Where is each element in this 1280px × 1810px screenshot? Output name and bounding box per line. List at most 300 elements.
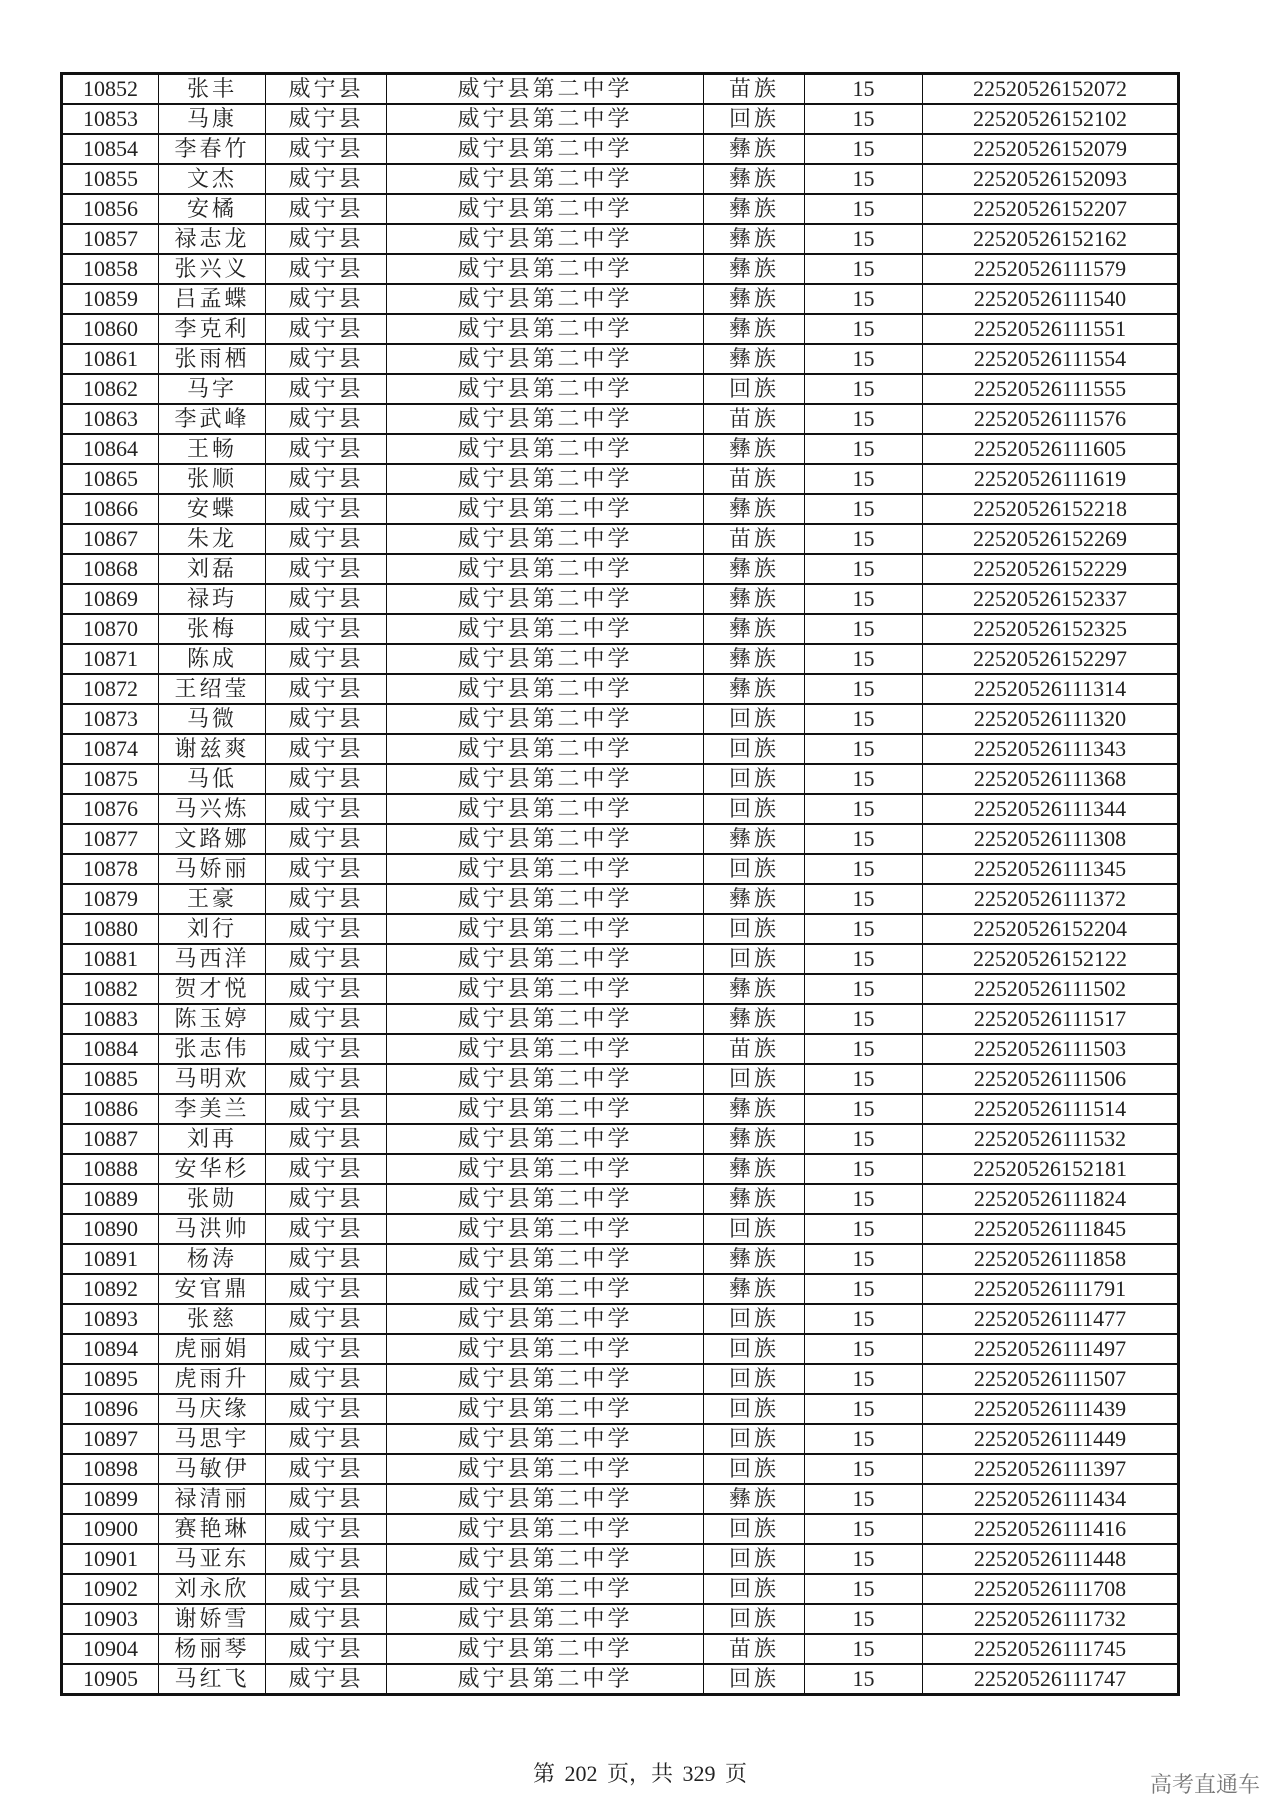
student-name-cell: 禄清丽 bbox=[159, 1484, 266, 1514]
score-cell: 15 bbox=[805, 614, 923, 644]
exam-id-cell: 22520526111502 bbox=[923, 974, 1179, 1004]
exam-id-cell: 22520526152072 bbox=[923, 74, 1179, 105]
table-row bbox=[62, 1154, 1179, 1184]
table-row bbox=[62, 404, 1179, 434]
ethnicity-cell: 回族 bbox=[704, 1664, 805, 1695]
table-row bbox=[62, 164, 1179, 194]
school-cell: 威宁县第二中学 bbox=[387, 1574, 704, 1604]
student-name-cell: 陈成 bbox=[159, 644, 266, 674]
county-cell: 威宁县 bbox=[266, 1394, 387, 1424]
score-cell: 15 bbox=[805, 1514, 923, 1544]
serial-number-cell: 10880 bbox=[62, 914, 159, 944]
exam-id-cell: 22520526111497 bbox=[923, 1334, 1179, 1364]
exam-id-cell: 22520526111576 bbox=[923, 404, 1179, 434]
serial-number-cell: 10886 bbox=[62, 1094, 159, 1124]
county-cell: 威宁县 bbox=[266, 1124, 387, 1154]
ethnicity-cell: 苗族 bbox=[704, 464, 805, 494]
county-cell: 威宁县 bbox=[266, 254, 387, 284]
ethnicity-cell: 彝族 bbox=[704, 644, 805, 674]
table-row bbox=[62, 914, 1179, 944]
ethnicity-cell: 彝族 bbox=[704, 434, 805, 464]
table-row bbox=[62, 734, 1179, 764]
student-name-cell: 谢兹爽 bbox=[159, 734, 266, 764]
school-cell: 威宁县第二中学 bbox=[387, 974, 704, 1004]
school-cell: 威宁县第二中学 bbox=[387, 194, 704, 224]
score-cell: 15 bbox=[805, 1064, 923, 1094]
score-cell: 15 bbox=[805, 164, 923, 194]
county-cell: 威宁县 bbox=[266, 644, 387, 674]
school-cell: 威宁县第二中学 bbox=[387, 1664, 704, 1695]
table-row bbox=[62, 1274, 1179, 1304]
school-cell: 威宁县第二中学 bbox=[387, 554, 704, 584]
serial-number-cell: 10857 bbox=[62, 224, 159, 254]
ethnicity-cell: 回族 bbox=[704, 1334, 805, 1364]
serial-number-cell: 10873 bbox=[62, 704, 159, 734]
serial-number-cell: 10878 bbox=[62, 854, 159, 884]
county-cell: 威宁县 bbox=[266, 764, 387, 794]
school-cell: 威宁县第二中学 bbox=[387, 584, 704, 614]
exam-id-cell: 22520526111439 bbox=[923, 1394, 1179, 1424]
serial-number-cell: 10864 bbox=[62, 434, 159, 464]
score-cell: 15 bbox=[805, 1424, 923, 1454]
ethnicity-cell: 回族 bbox=[704, 704, 805, 734]
exam-id-cell: 22520526111747 bbox=[923, 1664, 1179, 1695]
table-row bbox=[62, 194, 1179, 224]
county-cell: 威宁县 bbox=[266, 1184, 387, 1214]
table-row bbox=[62, 1184, 1179, 1214]
ethnicity-cell: 彝族 bbox=[704, 1244, 805, 1274]
score-cell: 15 bbox=[805, 254, 923, 284]
table-row bbox=[62, 374, 1179, 404]
exam-id-cell: 22520526111517 bbox=[923, 1004, 1179, 1034]
school-cell: 威宁县第二中学 bbox=[387, 164, 704, 194]
score-cell: 15 bbox=[805, 1604, 923, 1634]
exam-id-cell: 22520526111434 bbox=[923, 1484, 1179, 1514]
ethnicity-cell: 彝族 bbox=[704, 344, 805, 374]
score-cell: 15 bbox=[805, 584, 923, 614]
school-cell: 威宁县第二中学 bbox=[387, 734, 704, 764]
school-cell: 威宁县第二中学 bbox=[387, 1004, 704, 1034]
exam-id-cell: 22520526111845 bbox=[923, 1214, 1179, 1244]
county-cell: 威宁县 bbox=[266, 344, 387, 374]
student-name-cell: 李武峰 bbox=[159, 404, 266, 434]
exam-id-cell: 22520526111416 bbox=[923, 1514, 1179, 1544]
score-cell: 15 bbox=[805, 464, 923, 494]
ethnicity-cell: 回族 bbox=[704, 104, 805, 134]
ethnicity-cell: 彝族 bbox=[704, 494, 805, 524]
student-name-cell: 张志伟 bbox=[159, 1034, 266, 1064]
student-name-cell: 马低 bbox=[159, 764, 266, 794]
score-cell: 15 bbox=[805, 1544, 923, 1574]
table-row bbox=[62, 614, 1179, 644]
school-cell: 威宁县第二中学 bbox=[387, 1274, 704, 1304]
county-cell: 威宁县 bbox=[266, 404, 387, 434]
student-name-cell: 张兴义 bbox=[159, 254, 266, 284]
table-row bbox=[62, 854, 1179, 884]
table-row bbox=[62, 1664, 1179, 1695]
exam-id-cell: 22520526111708 bbox=[923, 1574, 1179, 1604]
serial-number-cell: 10860 bbox=[62, 314, 159, 344]
student-name-cell: 张丰 bbox=[159, 74, 266, 105]
ethnicity-cell: 回族 bbox=[704, 1064, 805, 1094]
school-cell: 威宁县第二中学 bbox=[387, 1214, 704, 1244]
score-cell: 15 bbox=[805, 944, 923, 974]
exam-id-cell: 22520526152093 bbox=[923, 164, 1179, 194]
score-cell: 15 bbox=[805, 1574, 923, 1604]
student-name-cell: 安蝶 bbox=[159, 494, 266, 524]
county-cell: 威宁县 bbox=[266, 1274, 387, 1304]
serial-number-cell: 10894 bbox=[62, 1334, 159, 1364]
school-cell: 威宁县第二中学 bbox=[387, 434, 704, 464]
score-cell: 15 bbox=[805, 914, 923, 944]
school-cell: 威宁县第二中学 bbox=[387, 224, 704, 254]
table-row bbox=[62, 434, 1179, 464]
serial-number-cell: 10865 bbox=[62, 464, 159, 494]
county-cell: 威宁县 bbox=[266, 134, 387, 164]
ethnicity-cell: 苗族 bbox=[704, 524, 805, 554]
school-cell: 威宁县第二中学 bbox=[387, 1544, 704, 1574]
exam-id-cell: 22520526111619 bbox=[923, 464, 1179, 494]
serial-number-cell: 10896 bbox=[62, 1394, 159, 1424]
exam-id-cell: 22520526111503 bbox=[923, 1034, 1179, 1064]
serial-number-cell: 10900 bbox=[62, 1514, 159, 1544]
school-cell: 威宁县第二中学 bbox=[387, 284, 704, 314]
table-row bbox=[62, 824, 1179, 854]
student-name-cell: 李春竹 bbox=[159, 134, 266, 164]
student-name-cell: 贺才悦 bbox=[159, 974, 266, 1004]
exam-id-cell: 22520526111308 bbox=[923, 824, 1179, 854]
exam-id-cell: 22520526111791 bbox=[923, 1274, 1179, 1304]
serial-number-cell: 10905 bbox=[62, 1664, 159, 1695]
serial-number-cell: 10903 bbox=[62, 1604, 159, 1634]
serial-number-cell: 10852 bbox=[62, 74, 159, 105]
serial-number-cell: 10876 bbox=[62, 794, 159, 824]
county-cell: 威宁县 bbox=[266, 1244, 387, 1274]
serial-number-cell: 10881 bbox=[62, 944, 159, 974]
table-row bbox=[62, 1364, 1179, 1394]
student-name-cell: 安官鼎 bbox=[159, 1274, 266, 1304]
school-cell: 威宁县第二中学 bbox=[387, 674, 704, 704]
county-cell: 威宁县 bbox=[266, 1514, 387, 1544]
exam-id-cell: 22520526152122 bbox=[923, 944, 1179, 974]
exam-id-cell: 22520526111397 bbox=[923, 1454, 1179, 1484]
ethnicity-cell: 彝族 bbox=[704, 674, 805, 704]
school-cell: 威宁县第二中学 bbox=[387, 344, 704, 374]
ethnicity-cell: 苗族 bbox=[704, 1034, 805, 1064]
serial-number-cell: 10871 bbox=[62, 644, 159, 674]
school-cell: 威宁县第二中学 bbox=[387, 1484, 704, 1514]
ethnicity-cell: 回族 bbox=[704, 734, 805, 764]
school-cell: 威宁县第二中学 bbox=[387, 1304, 704, 1334]
table-row bbox=[62, 1034, 1179, 1064]
student-name-cell: 马兴炼 bbox=[159, 794, 266, 824]
exam-id-cell: 22520526111858 bbox=[923, 1244, 1179, 1274]
school-cell: 威宁县第二中学 bbox=[387, 74, 704, 105]
serial-number-cell: 10862 bbox=[62, 374, 159, 404]
student-name-cell: 刘行 bbox=[159, 914, 266, 944]
student-name-cell: 杨丽琴 bbox=[159, 1634, 266, 1664]
school-cell: 威宁县第二中学 bbox=[387, 464, 704, 494]
score-cell: 15 bbox=[805, 1364, 923, 1394]
county-cell: 威宁县 bbox=[266, 1334, 387, 1364]
score-cell: 15 bbox=[805, 344, 923, 374]
exam-id-cell: 22520526111555 bbox=[923, 374, 1179, 404]
school-cell: 威宁县第二中学 bbox=[387, 1634, 704, 1664]
school-cell: 威宁县第二中学 bbox=[387, 1184, 704, 1214]
school-cell: 威宁县第二中学 bbox=[387, 1364, 704, 1394]
school-cell: 威宁县第二中学 bbox=[387, 134, 704, 164]
student-name-cell: 朱龙 bbox=[159, 524, 266, 554]
ethnicity-cell: 回族 bbox=[704, 914, 805, 944]
exam-id-cell: 22520526152102 bbox=[923, 104, 1179, 134]
county-cell: 威宁县 bbox=[266, 1664, 387, 1695]
table-row bbox=[62, 1424, 1179, 1454]
ethnicity-cell: 彝族 bbox=[704, 314, 805, 344]
table-row bbox=[62, 584, 1179, 614]
student-name-cell: 马明欢 bbox=[159, 1064, 266, 1094]
ethnicity-cell: 苗族 bbox=[704, 404, 805, 434]
score-cell: 15 bbox=[805, 1004, 923, 1034]
serial-number-cell: 10855 bbox=[62, 164, 159, 194]
student-name-cell: 刘再 bbox=[159, 1124, 266, 1154]
score-cell: 15 bbox=[805, 314, 923, 344]
student-name-cell: 杨涛 bbox=[159, 1244, 266, 1274]
student-name-cell: 马洪帅 bbox=[159, 1214, 266, 1244]
score-cell: 15 bbox=[805, 194, 923, 224]
score-cell: 15 bbox=[805, 704, 923, 734]
serial-number-cell: 10869 bbox=[62, 584, 159, 614]
exam-id-cell: 22520526152269 bbox=[923, 524, 1179, 554]
serial-number-cell: 10898 bbox=[62, 1454, 159, 1484]
student-name-cell: 李克利 bbox=[159, 314, 266, 344]
student-name-cell: 赛艳琳 bbox=[159, 1514, 266, 1544]
student-name-cell: 马微 bbox=[159, 704, 266, 734]
school-cell: 威宁县第二中学 bbox=[387, 1424, 704, 1454]
page-number: 第 202 页，共 329 页 bbox=[532, 1761, 747, 1786]
ethnicity-cell: 回族 bbox=[704, 1514, 805, 1544]
school-cell: 威宁县第二中学 bbox=[387, 914, 704, 944]
score-cell: 15 bbox=[805, 884, 923, 914]
student-name-cell: 马庆缘 bbox=[159, 1394, 266, 1424]
student-name-cell: 文路娜 bbox=[159, 824, 266, 854]
table-row bbox=[62, 674, 1179, 704]
school-cell: 威宁县第二中学 bbox=[387, 1094, 704, 1124]
ethnicity-cell: 彝族 bbox=[704, 884, 805, 914]
exam-id-cell: 22520526152325 bbox=[923, 614, 1179, 644]
table-body bbox=[62, 74, 1179, 1695]
school-cell: 威宁县第二中学 bbox=[387, 824, 704, 854]
score-cell: 15 bbox=[805, 494, 923, 524]
serial-number-cell: 10877 bbox=[62, 824, 159, 854]
exam-id-cell: 22520526111345 bbox=[923, 854, 1179, 884]
watermark: 高考直通车 bbox=[1150, 1773, 1261, 1798]
county-cell: 威宁县 bbox=[266, 1424, 387, 1454]
ethnicity-cell: 回族 bbox=[704, 854, 805, 884]
student-name-cell: 谢娇雪 bbox=[159, 1604, 266, 1634]
exam-id-cell: 22520526152204 bbox=[923, 914, 1179, 944]
county-cell: 威宁县 bbox=[266, 494, 387, 524]
county-cell: 威宁县 bbox=[266, 974, 387, 1004]
exam-id-cell: 22520526152218 bbox=[923, 494, 1179, 524]
table-row bbox=[62, 1454, 1179, 1484]
student-name-cell: 安华杉 bbox=[159, 1154, 266, 1184]
serial-number-cell: 10866 bbox=[62, 494, 159, 524]
ethnicity-cell: 彝族 bbox=[704, 1484, 805, 1514]
table-row bbox=[62, 1514, 1179, 1544]
student-name-cell: 张顺 bbox=[159, 464, 266, 494]
serial-number-cell: 10904 bbox=[62, 1634, 159, 1664]
school-cell: 威宁县第二中学 bbox=[387, 1454, 704, 1484]
school-cell: 威宁县第二中学 bbox=[387, 1034, 704, 1064]
student-name-cell: 禄志龙 bbox=[159, 224, 266, 254]
school-cell: 威宁县第二中学 bbox=[387, 1334, 704, 1364]
score-cell: 15 bbox=[805, 674, 923, 704]
score-cell: 15 bbox=[805, 1484, 923, 1514]
school-cell: 威宁县第二中学 bbox=[387, 1514, 704, 1544]
student-name-cell: 王豪 bbox=[159, 884, 266, 914]
school-cell: 威宁县第二中学 bbox=[387, 314, 704, 344]
serial-number-cell: 10853 bbox=[62, 104, 159, 134]
table-row bbox=[62, 554, 1179, 584]
score-cell: 15 bbox=[805, 764, 923, 794]
score-cell: 15 bbox=[805, 104, 923, 134]
county-cell: 威宁县 bbox=[266, 1004, 387, 1034]
score-cell: 15 bbox=[805, 554, 923, 584]
county-cell: 威宁县 bbox=[266, 824, 387, 854]
student-name-cell: 马康 bbox=[159, 104, 266, 134]
ethnicity-cell: 彝族 bbox=[704, 1124, 805, 1154]
exam-id-cell: 22520526152337 bbox=[923, 584, 1179, 614]
student-name-cell: 文杰 bbox=[159, 164, 266, 194]
county-cell: 威宁县 bbox=[266, 434, 387, 464]
score-cell: 15 bbox=[805, 1304, 923, 1334]
school-cell: 威宁县第二中学 bbox=[387, 614, 704, 644]
ethnicity-cell: 彝族 bbox=[704, 1274, 805, 1304]
school-cell: 威宁县第二中学 bbox=[387, 1154, 704, 1184]
county-cell: 威宁县 bbox=[266, 1214, 387, 1244]
serial-number-cell: 10884 bbox=[62, 1034, 159, 1064]
county-cell: 威宁县 bbox=[266, 1544, 387, 1574]
ethnicity-cell: 彝族 bbox=[704, 164, 805, 194]
exam-id-cell: 22520526111532 bbox=[923, 1124, 1179, 1154]
score-cell: 15 bbox=[805, 854, 923, 884]
student-name-cell: 马西洋 bbox=[159, 944, 266, 974]
exam-id-cell: 22520526111824 bbox=[923, 1184, 1179, 1214]
exam-id-cell: 22520526111368 bbox=[923, 764, 1179, 794]
serial-number-cell: 10885 bbox=[62, 1064, 159, 1094]
school-cell: 威宁县第二中学 bbox=[387, 494, 704, 524]
score-cell: 15 bbox=[805, 824, 923, 854]
ethnicity-cell: 彝族 bbox=[704, 1004, 805, 1034]
score-cell: 15 bbox=[805, 1124, 923, 1154]
school-cell: 威宁县第二中学 bbox=[387, 704, 704, 734]
table-row bbox=[62, 944, 1179, 974]
ethnicity-cell: 彝族 bbox=[704, 134, 805, 164]
exam-id-cell: 22520526111506 bbox=[923, 1064, 1179, 1094]
student-name-cell: 张雨栖 bbox=[159, 344, 266, 374]
table-row bbox=[62, 794, 1179, 824]
ethnicity-cell: 彝族 bbox=[704, 224, 805, 254]
serial-number-cell: 10883 bbox=[62, 1004, 159, 1034]
table-row bbox=[62, 1244, 1179, 1274]
exam-id-cell: 22520526111314 bbox=[923, 674, 1179, 704]
county-cell: 威宁县 bbox=[266, 1064, 387, 1094]
table-row bbox=[62, 104, 1179, 134]
student-name-cell: 马亚东 bbox=[159, 1544, 266, 1574]
ethnicity-cell: 苗族 bbox=[704, 1634, 805, 1664]
county-cell: 威宁县 bbox=[266, 1094, 387, 1124]
serial-number-cell: 10893 bbox=[62, 1304, 159, 1334]
exam-id-cell: 22520526111343 bbox=[923, 734, 1179, 764]
ethnicity-cell: 回族 bbox=[704, 794, 805, 824]
score-cell: 15 bbox=[805, 974, 923, 1004]
exam-id-cell: 22520526111605 bbox=[923, 434, 1179, 464]
student-name-cell: 张慈 bbox=[159, 1304, 266, 1334]
score-cell: 15 bbox=[805, 74, 923, 105]
table-row bbox=[62, 134, 1179, 164]
ethnicity-cell: 苗族 bbox=[704, 74, 805, 105]
county-cell: 威宁县 bbox=[266, 374, 387, 404]
table-row bbox=[62, 1634, 1179, 1664]
table-row bbox=[62, 1094, 1179, 1124]
score-cell: 15 bbox=[805, 374, 923, 404]
ethnicity-cell: 回族 bbox=[704, 1214, 805, 1244]
score-cell: 15 bbox=[805, 1664, 923, 1695]
table-row bbox=[62, 494, 1179, 524]
student-name-cell: 刘永欣 bbox=[159, 1574, 266, 1604]
table-row bbox=[62, 1574, 1179, 1604]
serial-number-cell: 10892 bbox=[62, 1274, 159, 1304]
ethnicity-cell: 回族 bbox=[704, 1304, 805, 1334]
exam-id-cell: 22520526152181 bbox=[923, 1154, 1179, 1184]
serial-number-cell: 10870 bbox=[62, 614, 159, 644]
county-cell: 威宁县 bbox=[266, 1454, 387, 1484]
serial-number-cell: 10887 bbox=[62, 1124, 159, 1154]
table-row bbox=[62, 1334, 1179, 1364]
ethnicity-cell: 彝族 bbox=[704, 824, 805, 854]
county-cell: 威宁县 bbox=[266, 1574, 387, 1604]
ethnicity-cell: 彝族 bbox=[704, 584, 805, 614]
score-cell: 15 bbox=[805, 284, 923, 314]
table-row bbox=[62, 704, 1179, 734]
student-name-cell: 张梅 bbox=[159, 614, 266, 644]
serial-number-cell: 10895 bbox=[62, 1364, 159, 1394]
county-cell: 威宁县 bbox=[266, 1154, 387, 1184]
school-cell: 威宁县第二中学 bbox=[387, 1064, 704, 1094]
serial-number-cell: 10875 bbox=[62, 764, 159, 794]
county-cell: 威宁县 bbox=[266, 224, 387, 254]
exam-id-cell: 22520526111449 bbox=[923, 1424, 1179, 1454]
county-cell: 威宁县 bbox=[266, 734, 387, 764]
student-list-table bbox=[60, 72, 1180, 1696]
student-name-cell: 安橘 bbox=[159, 194, 266, 224]
county-cell: 威宁县 bbox=[266, 614, 387, 644]
school-cell: 威宁县第二中学 bbox=[387, 104, 704, 134]
table-row bbox=[62, 1544, 1179, 1574]
county-cell: 威宁县 bbox=[266, 914, 387, 944]
exam-id-cell: 22520526111372 bbox=[923, 884, 1179, 914]
exam-id-cell: 22520526152297 bbox=[923, 644, 1179, 674]
ethnicity-cell: 彝族 bbox=[704, 974, 805, 1004]
ethnicity-cell: 彝族 bbox=[704, 284, 805, 314]
exam-id-cell: 22520526152229 bbox=[923, 554, 1179, 584]
serial-number-cell: 10882 bbox=[62, 974, 159, 1004]
table-row bbox=[62, 284, 1179, 314]
exam-id-cell: 22520526111507 bbox=[923, 1364, 1179, 1394]
score-cell: 15 bbox=[805, 1244, 923, 1274]
serial-number-cell: 10902 bbox=[62, 1574, 159, 1604]
table-row bbox=[62, 74, 1179, 105]
